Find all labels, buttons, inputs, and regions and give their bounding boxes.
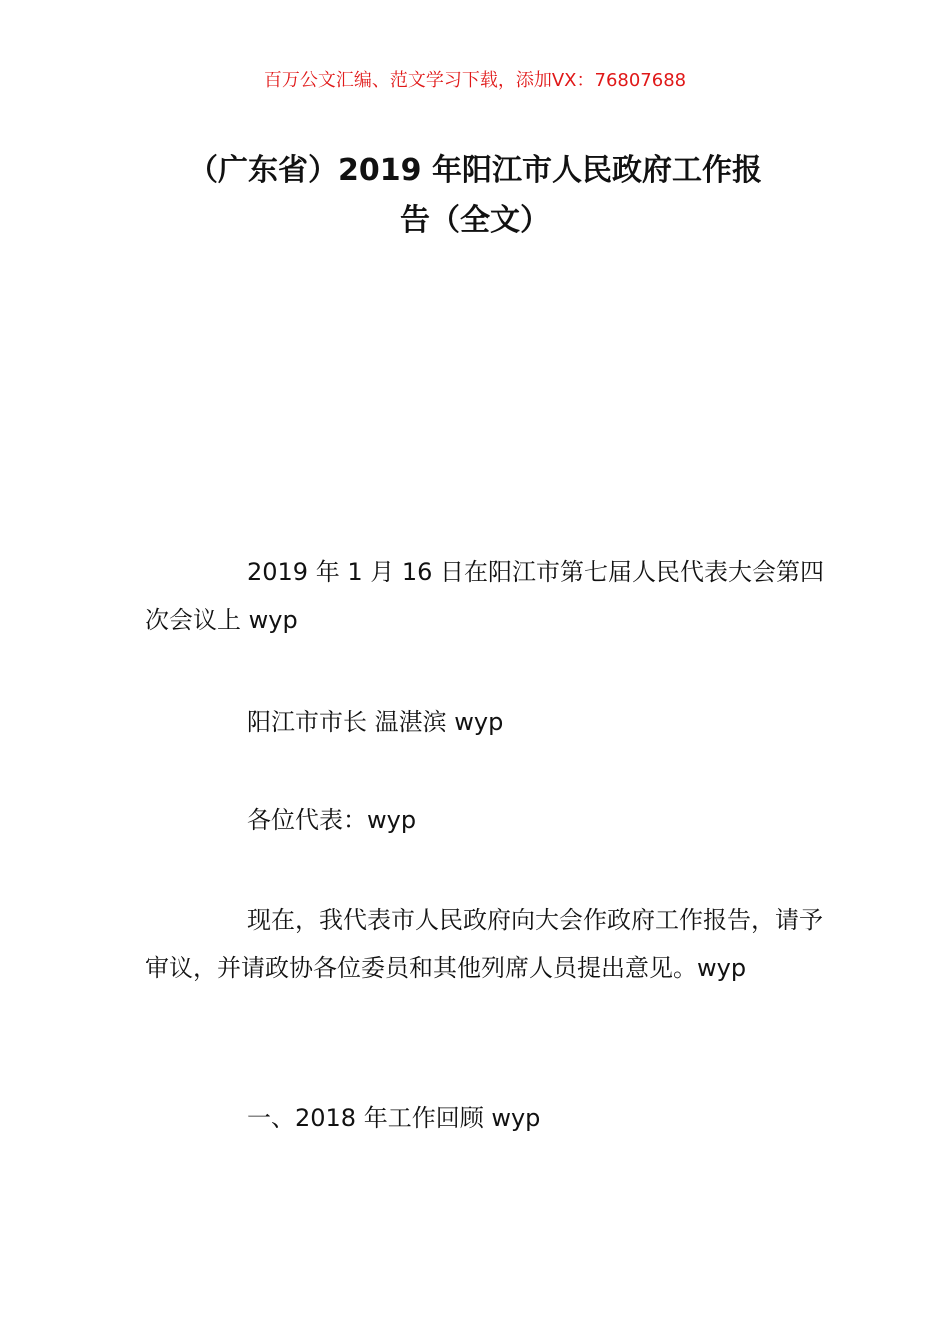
paragraph-meeting-date: 2019 年 1 月 16 日在阳江市第七届人民代表大会第四次会议上 wyp	[145, 558, 825, 634]
title-line-1: （广东省）2019 年阳江市人民政府工作报	[188, 153, 762, 188]
section-heading-review: 一、2018 年工作回顾 wyp	[247, 1104, 541, 1132]
paragraph-introduction: 现在，我代表市人民政府向大会作政府工作报告，请予审议，并请政协各位委员和其他列席人员提出意见。wyp	[145, 906, 823, 982]
header-note-text: 百万公文汇编、范文学习下载，添加VX：76807688	[263, 70, 687, 91]
paragraph-speaker: 阳江市市长 温湛滨 wyp	[247, 708, 504, 736]
paragraph-salutation: 各位代表：wyp	[247, 806, 417, 834]
document-title	[150, 146, 800, 246]
title-line-2: 告（全文）	[400, 203, 550, 238]
header-promo-note	[0, 66, 950, 96]
